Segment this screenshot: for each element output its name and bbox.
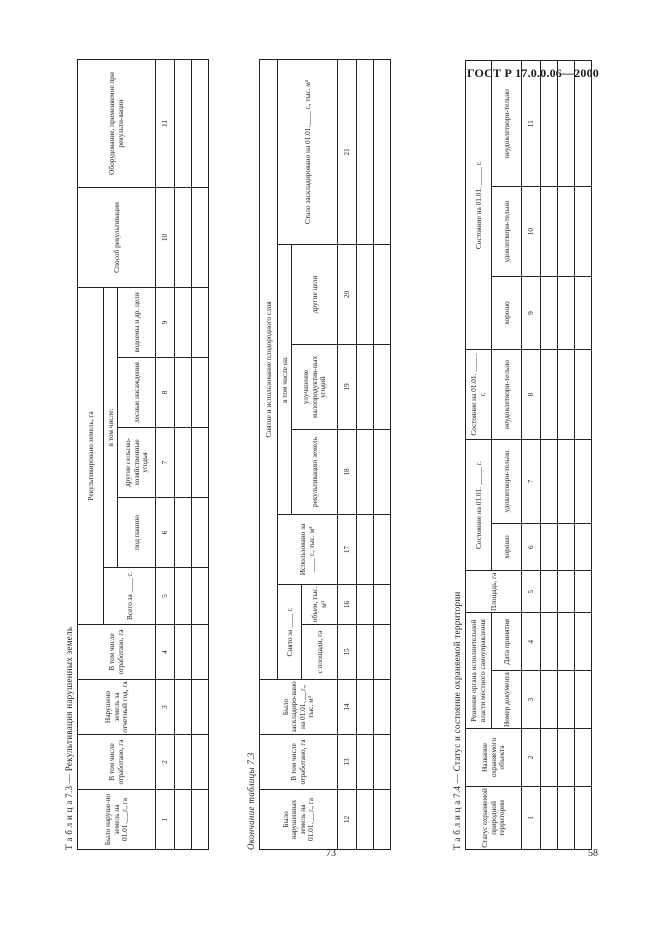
table-row: [541, 61, 558, 850]
col-total: Всего за ____ г.: [104, 568, 156, 625]
col-including: в том числе:: [104, 287, 118, 567]
table-row: [558, 61, 575, 850]
col-number: 10: [522, 187, 541, 276]
page-number-right: 58: [588, 848, 598, 859]
col-number: 4: [522, 613, 541, 671]
col-incl-worked: В том числе отработано, га: [260, 735, 338, 790]
table-7-3-end: [259, 59, 391, 850]
document-code: ГОСТ Р 17.0.0.06—2000: [466, 66, 599, 80]
col-number: 10: [156, 187, 175, 287]
table-7-3-end-section: [246, 60, 391, 850]
table-row: [192, 59, 209, 849]
col-status: Статус охраняемой природной территории: [466, 786, 522, 849]
col-number: 14: [338, 680, 357, 735]
col-number: 8: [156, 358, 175, 428]
col-state-1: Состояние на 01.01. _____ г.: [466, 439, 492, 570]
table-7-4: [465, 60, 592, 850]
col-was-disturbed: Было наруше-но земель на 01.01.___г., га: [78, 790, 156, 850]
table-7-3-end-caption: Окончание таблицы 7.3: [246, 752, 256, 850]
col-number: 6: [156, 498, 175, 568]
col-number: 5: [156, 568, 175, 625]
col-satisfactory: удовлетвори-тельно: [492, 187, 522, 276]
col-other: другие цели: [292, 245, 338, 345]
col-number: 12: [338, 790, 357, 850]
col-satisfactory: удовлетвори-тельно: [492, 439, 522, 523]
col-now-stored: Стало заскладировано на 01.01.____ г., тыс. м³: [278, 59, 338, 244]
col-other-agri: другие сельско-хозяйственные угодья: [118, 428, 156, 498]
col-number: 2: [522, 729, 541, 787]
col-number: 19: [338, 345, 357, 430]
col-number: 4: [156, 625, 175, 680]
table-7-3-caption: Т а б л и ц а 7.3 — Рекультивация нарушенных земель: [64, 626, 74, 850]
col-recultivated-group: Рекультивировано земель, га: [78, 287, 104, 624]
col-state-3: Состояние на 01.01. _____ г.: [466, 61, 492, 350]
col-number: 17: [338, 515, 357, 585]
col-adopt-date: Дата принятия: [492, 613, 522, 671]
col-number: 7: [522, 439, 541, 523]
col-water: водоемы и др. цели: [118, 287, 156, 357]
col-number: 16: [338, 585, 357, 625]
col-incl-worked-1: В том числе отработано, га: [78, 735, 156, 790]
col-number: 9: [522, 276, 541, 350]
col-good: хорошо: [492, 276, 522, 350]
page-number-left: 73: [326, 848, 336, 859]
col-used: Использовано за ____ г., тыс. м³: [278, 515, 338, 585]
table-7-3-section: [64, 60, 209, 850]
col-area: Площадь, га: [466, 571, 522, 613]
col-number: 18: [338, 430, 357, 515]
number-row: [522, 61, 541, 850]
col-method: Способ рекультивации: [78, 187, 156, 287]
col-removed: Снято за ____ г.: [278, 585, 302, 680]
col-forest: лесные насаждения: [118, 358, 156, 428]
col-state-2: Состояние на 01.01. _____ г.: [466, 350, 492, 439]
col-number: 21: [338, 59, 357, 244]
col-doc-number: Номер документа: [492, 671, 522, 729]
col-number: 3: [156, 680, 175, 735]
col-was-disturbed: Было нарушенных земель на 01.01.___г., га: [260, 790, 338, 850]
col-number: 7: [156, 428, 175, 498]
number-row: [338, 59, 357, 849]
table-row: [175, 59, 192, 849]
table-row: [575, 61, 592, 850]
col-was-stored: Было заскладиро-вано на 01.01.___г., тыс. м³: [260, 680, 338, 735]
col-number: 15: [338, 625, 357, 680]
col-arable: под пашню: [118, 498, 156, 568]
table-7-3: [77, 59, 209, 850]
col-area: с площади, га: [302, 625, 338, 680]
col-unsatisfactory: неудовлетвори-тельно: [492, 350, 522, 439]
col-number: 6: [522, 523, 541, 570]
col-number: 5: [522, 571, 541, 613]
col-name: Название охраняемого объекта: [466, 729, 522, 787]
table-7-4-section: [452, 60, 592, 850]
col-number: 8: [522, 350, 541, 439]
col-number: 9: [156, 287, 175, 357]
col-unsatisfactory: неудовлетвори-тельно: [492, 61, 522, 187]
col-recultivation: рекультивацию земель: [292, 430, 338, 515]
col-number: 13: [338, 735, 357, 790]
col-good: хорошо: [492, 523, 522, 570]
col-number: 2: [156, 735, 175, 790]
col-equipment: Оборудование, применяемое при рекульти-вации: [78, 59, 156, 187]
col-number: 3: [522, 671, 541, 729]
table-7-4-caption: Т а б л и ц а 7.4 — Статус и состояние охраняемой территории: [452, 591, 462, 850]
col-decision: Решение органа исполнительной власти местного самоуправления: [466, 613, 492, 729]
rotated-content: [60, 60, 610, 850]
col-number: 1: [522, 786, 541, 849]
table-row: [374, 59, 391, 849]
col-disturbed-year: Нарушено земель за отчетный год, га: [78, 680, 156, 735]
col-volume: объем, тыс. м³: [302, 585, 338, 625]
col-number: 11: [522, 61, 541, 187]
col-improvement: улучшение малопродуктив-ных угодий: [292, 345, 338, 430]
table-row: [357, 59, 374, 849]
number-row: [156, 59, 175, 849]
col-removal-group: Снятие и использование плодородного слоя: [260, 59, 278, 679]
col-number: 1: [156, 790, 175, 850]
col-incl-worked-2: В том числе отработано, га: [78, 625, 156, 680]
col-number: 11: [156, 59, 175, 187]
col-number: 20: [338, 245, 357, 345]
col-incl-on: в том числе на:: [278, 245, 292, 515]
